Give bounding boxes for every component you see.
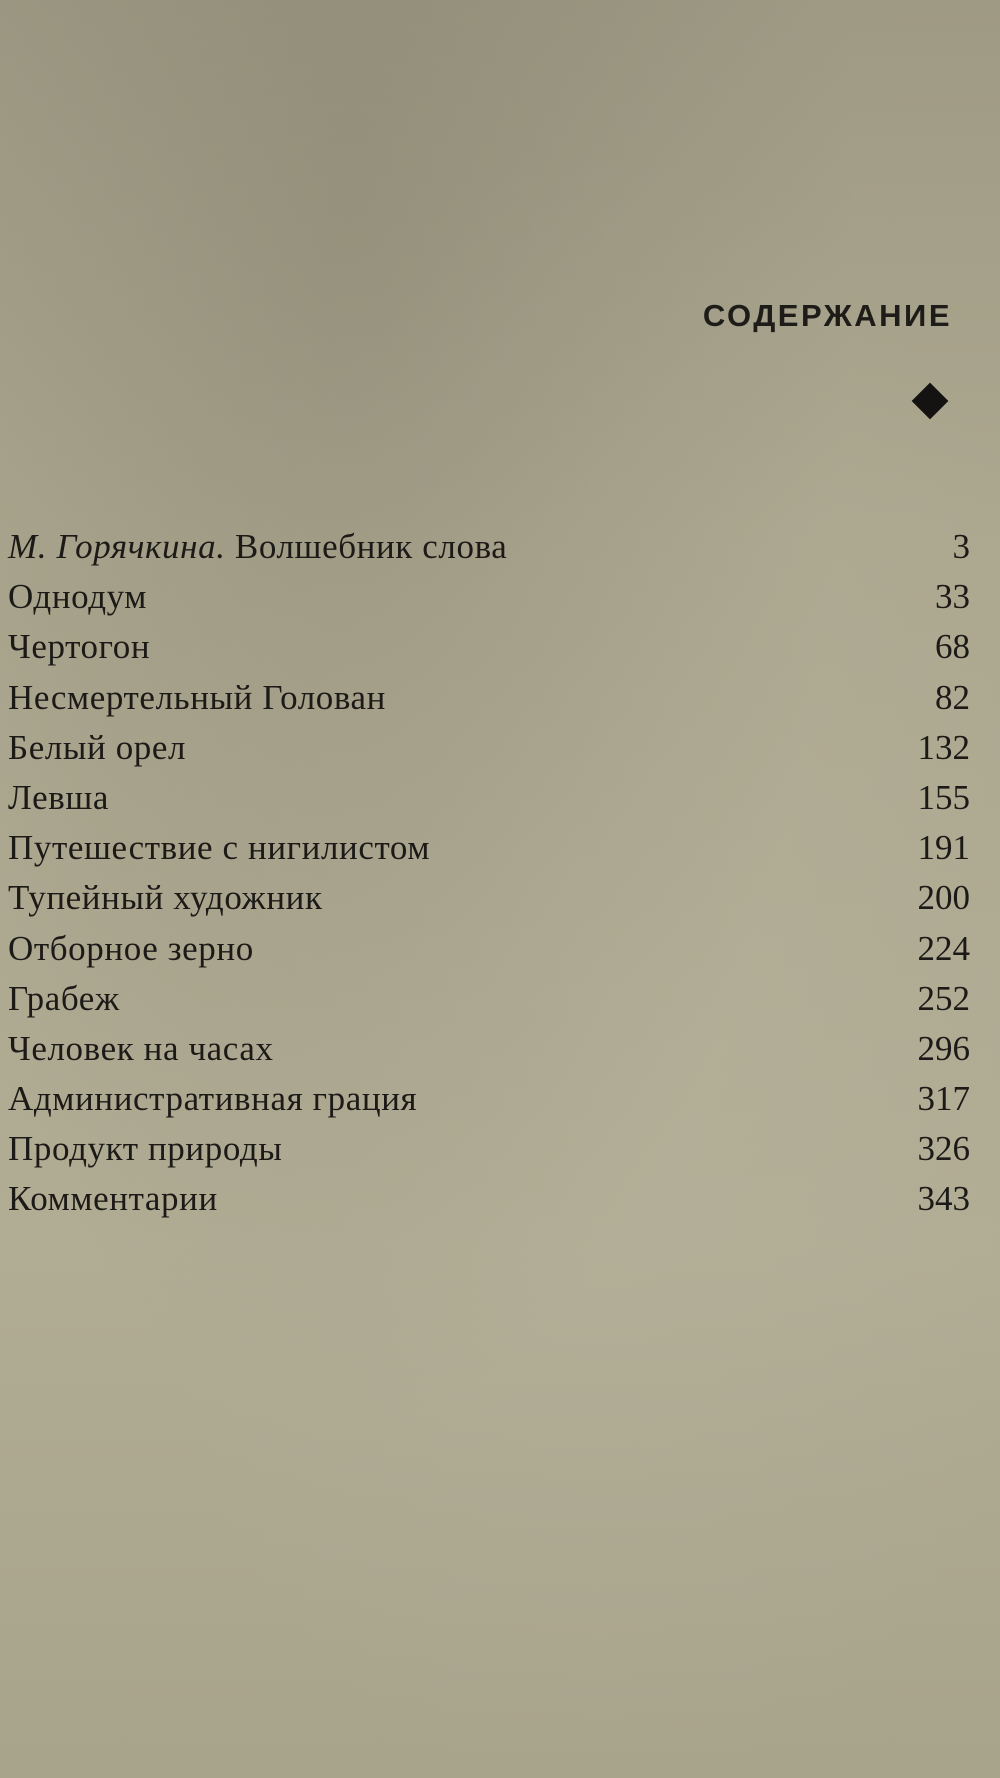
toc-entry xyxy=(8,924,970,974)
toc-entry-page: 155 xyxy=(917,777,970,817)
toc-entry xyxy=(8,522,970,572)
toc-entry xyxy=(8,1024,970,1074)
toc-entry-title xyxy=(8,522,507,572)
toc-entry-page: 296 xyxy=(917,1028,970,1068)
toc-entry-page: 224 xyxy=(917,928,970,968)
toc-entry-title: Тупейный художник xyxy=(8,878,323,918)
toc-entry xyxy=(8,773,970,823)
diamond-icon xyxy=(912,383,949,420)
toc-entry-page: 82 xyxy=(935,677,970,717)
toc-entry-page: 326 xyxy=(917,1129,970,1169)
toc-entry xyxy=(8,1124,970,1174)
toc-entry-title: Несмертельный Голован xyxy=(8,677,387,717)
toc-entry xyxy=(8,1074,970,1124)
toc-entry-page: 200 xyxy=(917,878,970,918)
toc-entry-title-text: Волшебник слова xyxy=(234,527,508,566)
toc-entry-page: 252 xyxy=(917,978,970,1018)
toc-entry xyxy=(8,622,970,672)
toc-entry-title: Административная грация xyxy=(8,1079,418,1119)
toc-entry-title: Отборное зерно xyxy=(8,928,254,968)
toc-entry-title: Чертогон xyxy=(8,627,151,667)
toc-entry xyxy=(8,572,970,622)
contents-heading: СОДЕРЖАНИЕ xyxy=(702,298,952,333)
toc-entry-page: 3 xyxy=(952,527,970,566)
toc-entry-page: 132 xyxy=(917,727,970,767)
toc-entry-title: Грабеж xyxy=(8,978,120,1018)
toc-entry xyxy=(8,1174,970,1224)
toc-entry xyxy=(8,823,970,873)
toc-entry-page: 191 xyxy=(917,828,970,868)
toc-entry xyxy=(8,974,970,1024)
toc-entry-title: Белый орел xyxy=(8,727,187,767)
toc-entry-title: Левша xyxy=(8,777,110,817)
toc-entry-title: Путешествие с нигилистом xyxy=(8,828,431,868)
toc-entry-page: 33 xyxy=(935,577,970,617)
toc-entry-title: Однодум xyxy=(8,577,148,617)
toc-entry-page: 317 xyxy=(917,1079,970,1119)
toc-entry-title: Продукт природы xyxy=(8,1129,283,1169)
toc-entry xyxy=(8,723,970,773)
toc-entry-author: М. Горячкина. xyxy=(8,527,226,566)
table-of-contents xyxy=(8,522,970,1225)
toc-entry xyxy=(8,873,970,923)
toc-entry-title: Человек на часах xyxy=(8,1028,274,1068)
toc-entry-page: 68 xyxy=(935,627,970,667)
toc-entry-page: 343 xyxy=(917,1179,970,1219)
toc-entry xyxy=(8,673,970,723)
toc-entry-title: Комментарии xyxy=(8,1179,218,1219)
